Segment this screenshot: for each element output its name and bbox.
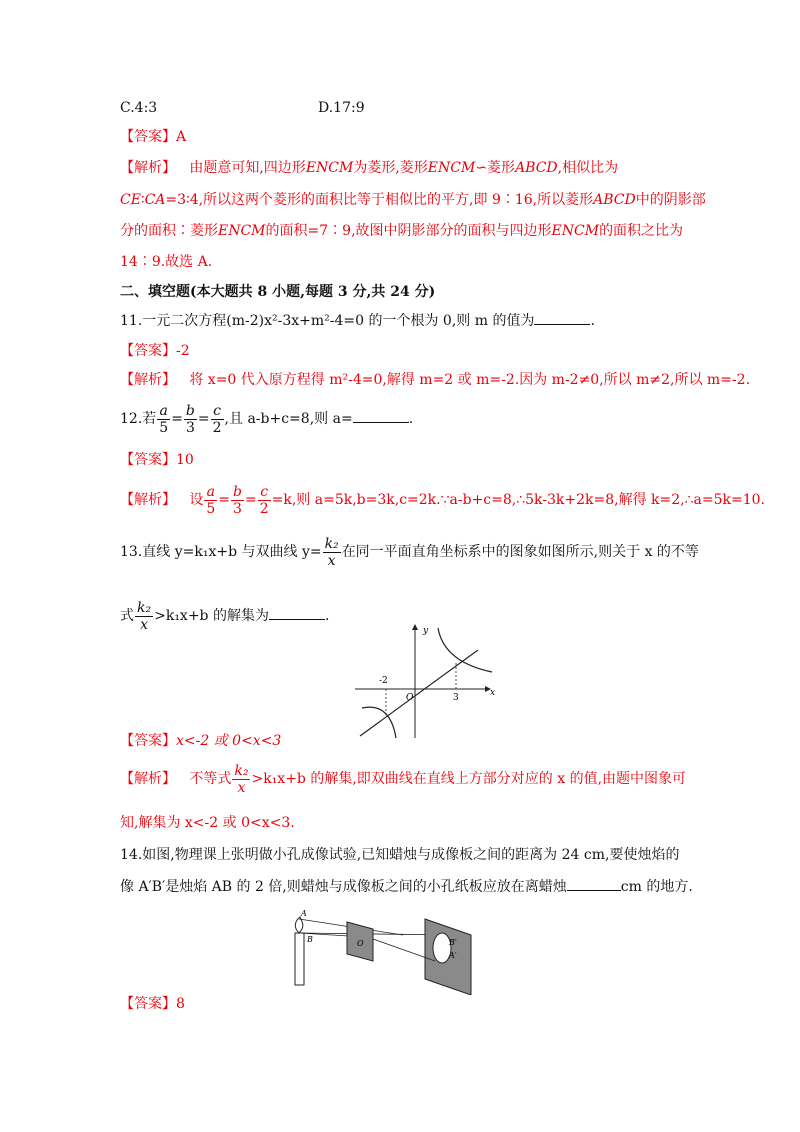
math-encm: ENCM — [218, 223, 266, 239]
frac-den: 3 — [233, 500, 242, 517]
analysis-text: 不等式 — [189, 771, 232, 787]
q13-end: . — [324, 608, 330, 624]
section-heading-text: 二、填空题(本大题共 8 小题,每题 3 分,共 24 分) — [120, 284, 436, 300]
frac-den: 2 — [212, 419, 222, 436]
analysis-text: >k₁x+b 的解集,即双曲线在直线上方部分对应的 x 的值,由题中图象可 — [251, 771, 687, 787]
analysis-tag: 【解析】 — [120, 492, 176, 508]
pinhole-figure — [285, 905, 485, 995]
frac-num: k₂ — [137, 599, 152, 616]
q10-answer — [120, 127, 186, 147]
frac-den: 5 — [159, 419, 169, 436]
answer-value: 8 — [176, 996, 185, 1012]
answer-blank — [567, 890, 621, 891]
fraction-c-2 — [211, 403, 224, 436]
q14-stem-text: cm 的地方. — [620, 879, 693, 895]
q14-stem-text: 14.如图,物理课上张明做小孔成像试验,已知蜡烛与成像板之间的距离为 24 cm,要使烛焰的 — [120, 847, 680, 863]
origin-label: O — [406, 693, 414, 703]
label-a: A — [301, 909, 307, 918]
answer-value: 10 — [176, 452, 194, 468]
q10-analysis-line2 — [120, 190, 706, 210]
frac-num: a — [204, 484, 217, 501]
answer-blank — [269, 619, 325, 620]
option-c-text: C.4:3 — [120, 100, 158, 116]
answer-blank — [534, 324, 590, 325]
q14-stem-line2 — [120, 877, 693, 897]
analysis-pre: 设 — [189, 492, 204, 508]
q13-stem-text: 在同一平面直角坐标系中的图象如图所示,则关于 x 的不等 — [341, 544, 699, 560]
analysis-text: ∶ — [140, 192, 145, 208]
frac-num: a — [157, 403, 170, 420]
line-graph — [360, 650, 478, 736]
analysis-text: =k,则 a=5k,b=3k,c=2k.∵a-b+c=8,∴5k-3k+2k=8,解得 k=2,∴a=5k=10. — [271, 492, 765, 508]
analysis-text: 为菱形,菱形 — [353, 160, 428, 176]
answer-value: -2 — [176, 343, 190, 359]
q13-stem-line2 — [120, 597, 329, 635]
q13-stem-text: 13.直线 y=k₁x+b 与双曲线 y= — [120, 544, 322, 560]
math-ca: CA — [144, 192, 166, 208]
label-b: B — [307, 935, 313, 944]
frac-den: 2 — [259, 500, 269, 517]
answer-tag: 【答案】 — [120, 343, 176, 359]
answer-value: x<-2 或 0<x<3 — [176, 733, 282, 749]
q13-answer — [120, 731, 281, 751]
analysis-tag: 【解析】 — [120, 372, 176, 388]
q11-stem — [120, 311, 595, 331]
fraction-k2-x — [232, 763, 250, 796]
frac-den: 5 — [206, 500, 216, 517]
frac-num: b — [233, 483, 242, 500]
candle — [295, 933, 304, 985]
frac-den: x — [140, 616, 148, 633]
fraction-c-2 — [258, 484, 271, 517]
math-abcd: ABCD — [515, 160, 558, 176]
q12-mid: ,且 a-b+c=8,则 a= — [224, 411, 353, 427]
answer-value: A — [176, 129, 187, 145]
analysis-text: 中的阴影部 — [635, 192, 706, 208]
analysis-text: ,相似比为 — [557, 160, 619, 176]
q13-stem-line1 — [120, 533, 699, 571]
fraction-b-3 — [184, 403, 197, 436]
fraction-a-5 — [157, 403, 170, 436]
q14-stem-line1 — [120, 845, 679, 865]
q10-analysis-line4 — [120, 252, 212, 272]
q14-answer — [120, 994, 185, 1014]
label-a-prime: A′ — [449, 951, 457, 960]
q12-end: . — [408, 411, 414, 427]
frac-num: c — [211, 403, 224, 420]
answer-blank — [353, 422, 409, 423]
fraction-k2-x — [135, 600, 153, 633]
option-c — [120, 98, 157, 118]
analysis-text: ∽菱形 — [475, 160, 516, 176]
q13-analysis-line1 — [120, 760, 686, 798]
option-d — [318, 98, 365, 118]
math-encm: ENCM — [427, 160, 476, 176]
equals: = — [218, 492, 231, 508]
q12-pre: 12.若 — [120, 411, 157, 427]
analysis-tag: 【解析】 — [120, 771, 176, 787]
analysis-tag: 【解析】 — [120, 160, 176, 176]
analysis-text: 的面积=7∶9,故图中阴影部分的面积与四边形 — [265, 223, 552, 239]
math-encm: ENCM — [305, 160, 354, 176]
math-encm: ENCM — [551, 223, 600, 239]
q11-analysis — [120, 370, 750, 390]
q10-analysis-line1 — [120, 158, 618, 178]
equals: = — [171, 411, 183, 427]
q11-end: . — [590, 313, 595, 329]
frac-den: 3 — [185, 419, 195, 436]
q13-stem-text: 式 — [120, 608, 134, 624]
q12-analysis — [120, 481, 765, 519]
analysis-text: 知,解集为 x<-2 或 0<x<3. — [120, 815, 295, 831]
frac-num: k₂ — [234, 762, 249, 779]
analysis-text: 由题意可知,四边形 — [189, 160, 306, 176]
analysis-text: 14∶9.故选 A. — [120, 254, 213, 270]
x-axis-label: x — [490, 688, 496, 698]
analysis-text: 将 x=0 代入原方程得 m²-4=0,解得 m=2 或 m=-2.因为 m-2≠0,所以 m≠2,所以 m=-2. — [189, 372, 751, 388]
frac-num: k₂ — [324, 535, 339, 552]
section-heading — [120, 282, 435, 302]
math-ce: CE — [120, 192, 141, 208]
analysis-text: 的面积之比为 — [599, 223, 684, 239]
frac-num: b — [185, 402, 195, 419]
frac-den: x — [327, 552, 336, 569]
q12-stem — [120, 400, 413, 438]
hyperbola-branch-upper — [438, 628, 492, 672]
answer-tag: 【答案】 — [120, 733, 176, 749]
math-abcd: ABCD — [593, 192, 636, 208]
equals: = — [244, 492, 257, 508]
q12-answer — [120, 450, 194, 470]
fraction-k2-x — [323, 536, 341, 569]
option-d-text: D.17:9 — [318, 100, 365, 116]
equals: = — [197, 411, 210, 427]
analysis-text: 分的面积∶菱形 — [120, 223, 218, 239]
frac-num: c — [258, 484, 271, 501]
y-axis-label: y — [423, 626, 429, 636]
q13-graph — [350, 620, 500, 740]
q13-analysis-line2 — [120, 813, 295, 833]
answer-tag: 【答案】 — [120, 452, 176, 468]
label-b-prime: B′ — [449, 938, 457, 947]
label-o: O — [357, 939, 364, 948]
fraction-a-5 — [204, 484, 217, 517]
q14-stem-text: 像 A′B′是烛焰 AB 的 2 倍,则蜡烛与成像板之间的小孔纸板应放在离蜡烛 — [120, 879, 567, 895]
q10-analysis-line3 — [120, 221, 683, 241]
answer-tag: 【答案】 — [120, 996, 176, 1012]
tick-label-neg2: -2 — [379, 676, 388, 686]
frac-den: x — [237, 779, 246, 796]
tick-label-3: 3 — [453, 693, 459, 703]
q11-stem-text: 11.一元二次方程(m-2)x²-3x+m²-4=0 的一个根为 0,则 m 的值为 — [120, 313, 535, 329]
q13-stem-text: >k₁x+b 的解集为 — [154, 608, 269, 624]
fraction-b-3 — [231, 484, 244, 517]
answer-tag: 【答案】 — [120, 129, 176, 145]
q11-answer — [120, 341, 190, 361]
analysis-text: =3∶4,所以这两个菱形的面积比等于相似比的平方,即 9∶16,所以菱形 — [165, 192, 594, 208]
